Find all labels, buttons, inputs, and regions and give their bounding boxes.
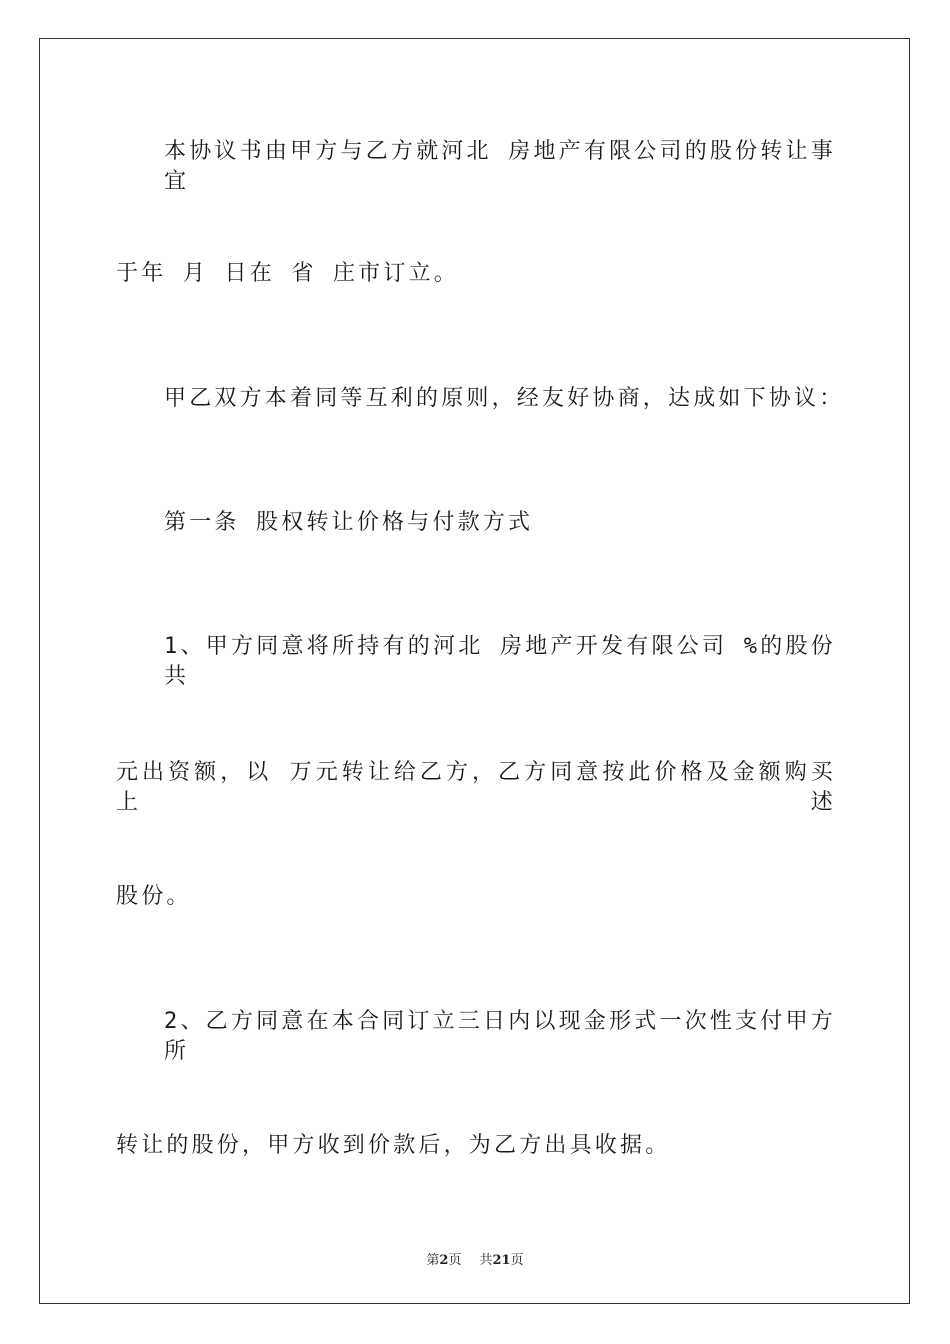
clause-1-line-3: 股份。	[116, 884, 192, 909]
paragraph-1-line-2: 于年 月 日在 省 庄市订立。	[116, 261, 459, 286]
paragraph-2-line-1: 甲乙双方本着同等互利的原则，经友好协商，达成如下协议：	[164, 386, 845, 411]
current-page-number: 2	[439, 1253, 449, 1268]
article-1-heading: 第一条 股权转让价格与付款方式	[164, 510, 534, 535]
page-unit: 页	[448, 1253, 462, 1268]
clause-2-line-2: 转让的股份，甲方收到价款后，为乙方出具收据。	[116, 1133, 671, 1158]
clause-1-line-1: 1、甲方同意将所持有的河北 房地产开发有限公司 %的股份共	[164, 634, 836, 689]
total-pages-number: 21	[492, 1253, 511, 1268]
clause-2-line-1: 2、乙方同意在本合同订立三日内以现金形式一次性支付甲方所	[164, 1009, 836, 1064]
page-footer	[0, 1249, 950, 1268]
paragraph-1-line-1: 本协议书由甲方与乙方就河北 房地产有限公司的股份转让事宜	[164, 139, 836, 194]
total-prefix: 共	[479, 1253, 493, 1268]
total-unit: 页	[510, 1253, 524, 1268]
page-prefix: 第	[426, 1253, 440, 1268]
clause-1-line-2: 元出资额，以 万元转让给乙方，乙方同意按此价格及金额购买上述	[116, 760, 836, 815]
